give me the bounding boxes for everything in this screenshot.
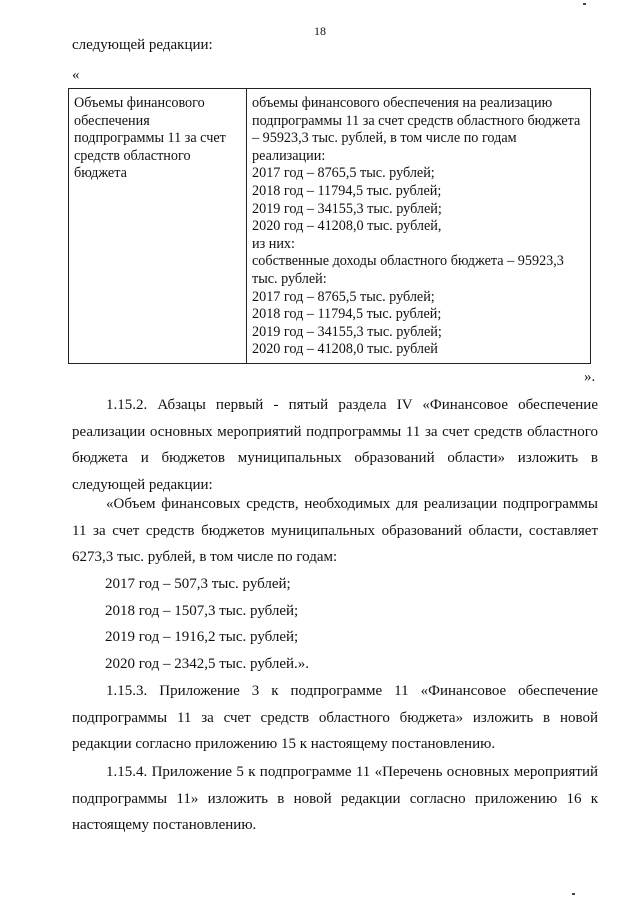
funding-table xyxy=(68,88,591,364)
table-line: 2020 год – 41208,0 тыс. рублей xyxy=(252,341,438,358)
table-label-cell: Объемы финансового обеспечения подпрограммы 11 за счет средств областного бюджета xyxy=(69,89,247,364)
paragraph-1-15-4 xyxy=(72,759,598,839)
year-line: 2018 год – 1507,3 тыс. рублей; xyxy=(105,603,299,619)
paragraph-quote xyxy=(72,491,598,571)
paragraph-1-15-2 xyxy=(72,392,598,498)
table-line: собственные доходы областного бюджета – 95923,3 тыс. рублей: xyxy=(252,253,564,287)
paragraph-text: 1.15.3. Приложение 3 к подпрограмме 11 «Финансовое обеспечение подпрограммы 11 за счет средств областного бюджета» изложить в новой редакции согласно приложению 15 к настоящему постановлению. xyxy=(72,683,598,752)
table-line: 2019 год – 34155,3 тыс. рублей; xyxy=(252,200,442,217)
paragraph-text: 1.15.4. Приложение 5 к подпрограмме 11 «Перечень основных мероприятий подпрограммы 11» изложить в новой редакции согласно приложению 16 к настоящему постановлению. xyxy=(72,764,598,833)
table-line: 2018 год – 11794,5 тыс. рублей; xyxy=(252,306,442,323)
intro-text: следующей редакции: xyxy=(72,37,213,53)
close-quote: ». xyxy=(584,369,596,385)
table-line: 2017 год – 8765,5 тыс. рублей; xyxy=(252,165,435,182)
table-line: 2017 год – 8765,5 тыс. рублей; xyxy=(252,288,435,305)
table-line: объемы финансового обеспечения на реализацию подпрограммы 11 за счет средств областного бюджета – 95923,3 тыс. рублей, в том числе по годам реализации: xyxy=(252,95,581,164)
open-quote: « xyxy=(72,67,80,83)
page-number: 18 xyxy=(314,24,326,38)
paragraph-text: «Объем финансовых средств, необходимых для реализации подпрограммы 11 за счет средств бюджетов муниципальных образований области, составляет 6273,3 тыс. рублей, в том числе по годам: xyxy=(72,496,598,565)
table-line: 2018 год – 11794,5 тыс. рублей; xyxy=(252,182,442,199)
table-line: 2020 год – 41208,0 тыс. рублей, xyxy=(252,218,442,235)
table-line: 2019 год – 34155,3 тыс. рублей; xyxy=(252,323,442,340)
paragraph-1-15-3 xyxy=(72,678,598,758)
table-row xyxy=(69,89,591,364)
scan-speck xyxy=(583,3,586,5)
year-line: 2017 год – 507,3 тыс. рублей; xyxy=(105,576,291,592)
table-content-cell xyxy=(247,89,591,364)
paragraph-text: 1.15.2. Абзацы первый - пятый раздела IV «Финансовое обеспечение реализации основных мероприятий подпрограммы 11 за счет средств областного бюджета и бюджетов муниципальных образований области» изложить в следующей редакции: xyxy=(72,397,598,493)
year-line: 2020 год – 2342,5 тыс. рублей.». xyxy=(105,656,310,672)
scan-speck xyxy=(572,893,575,895)
year-line: 2019 год – 1916,2 тыс. рублей; xyxy=(105,629,299,645)
table-line: из них: xyxy=(252,235,295,252)
